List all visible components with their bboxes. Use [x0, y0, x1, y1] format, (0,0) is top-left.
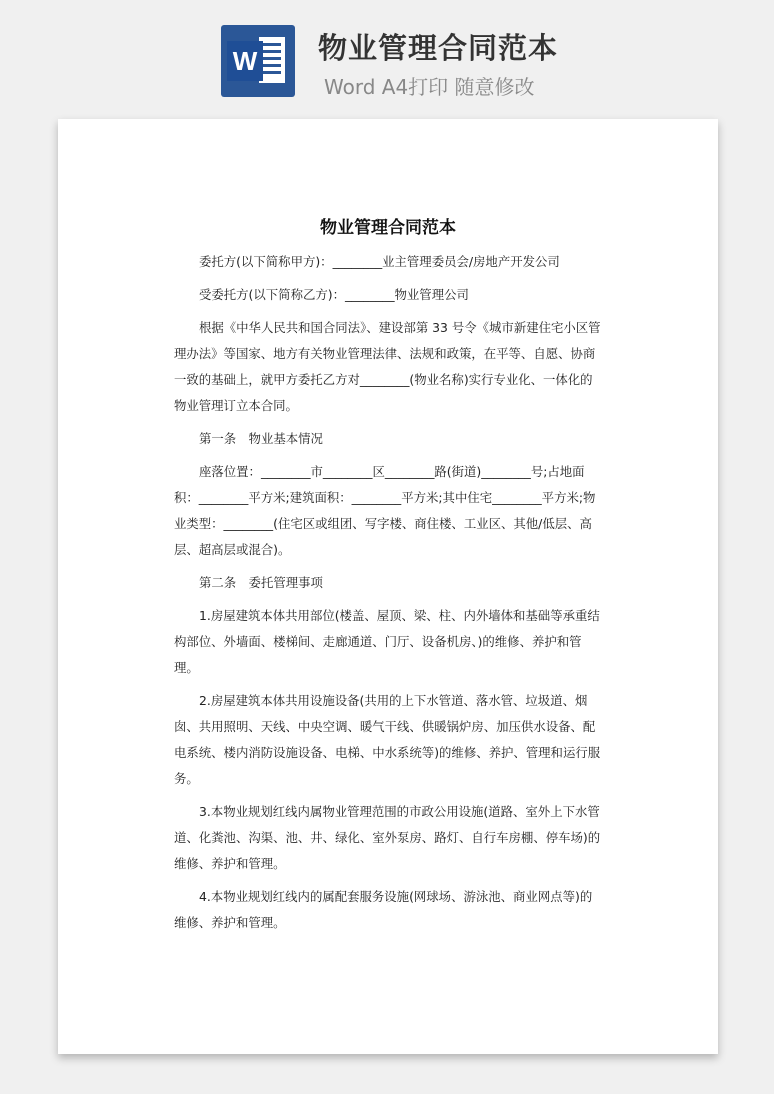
- paragraph: 2.房屋建筑本体共用设施设备(共用的上下水管道、落水管、垃圾道、烟囱、共用照明、天线、中央空调、暖气干线、供暖锅炉房、加压供水设备、配电系统、楼内消防设施设备、电梯、中水系统等)的维修、养护、管理和运行服务。: [174, 693, 601, 786]
- paragraph: 根据《中华人民共和国合同法》、建设部第 33 号令《城市新建住宅小区管理办法》等国家、地方有关物业管理法律、法规和政策，在平等、自愿、协商一致的基础上，就甲方委托乙方对________(物业名称)实行专业化、一体化的物业管理订立本合同。: [174, 320, 601, 413]
- paragraph: 4.本物业规划红线内的属配套服务设施(网球场、游泳池、商业网点等)的维修、养护和管理。: [174, 889, 593, 930]
- banner-header: [0, 0, 774, 110]
- document-body: [174, 249, 604, 943]
- word-letter: W: [227, 41, 263, 81]
- paragraph: 1.房屋建筑本体共用部位(楼盖、屋顶、梁、柱、内外墙体和基础等承重结构部位、外墙面、楼梯间、走廊通道、门厅、设备机房、)的维修、养护和管理。: [174, 608, 600, 675]
- banner-subtitle: Word A4打印 随意修改: [324, 75, 535, 99]
- paragraph: 3.本物业规划红线内属物业管理范围的市政公用设施(道路、室外上下水管道、化粪池、沟渠、池、井、绿化、室外泵房、路灯、自行车房棚、停车场)的维修、养护和管理。: [174, 804, 601, 871]
- word-icon: [221, 25, 295, 97]
- document-page: [58, 119, 718, 1054]
- paragraph: 座落位置：________市________区________路(街道)________号;占地面积：________平方米;建筑面积：________平方米;其中住宅________平方米;物业类型：________(住宅区或组团、写字楼、商住楼、工业区、其他/低层、高层、超高层或混合)。: [174, 464, 596, 557]
- paragraph: 委托方(以下简称甲方)：________业主管理委员会/房地产开发公司: [199, 254, 560, 269]
- paragraph: 受委托方(以下简称乙方)：________物业管理公司: [199, 287, 469, 302]
- section-heading: 第二条 委托管理事项: [199, 575, 323, 590]
- banner-title: 物业管理合同范本: [318, 31, 559, 65]
- document-title: 物业管理合同范本: [320, 218, 456, 238]
- section-heading: 第一条 物业基本情况: [199, 431, 323, 446]
